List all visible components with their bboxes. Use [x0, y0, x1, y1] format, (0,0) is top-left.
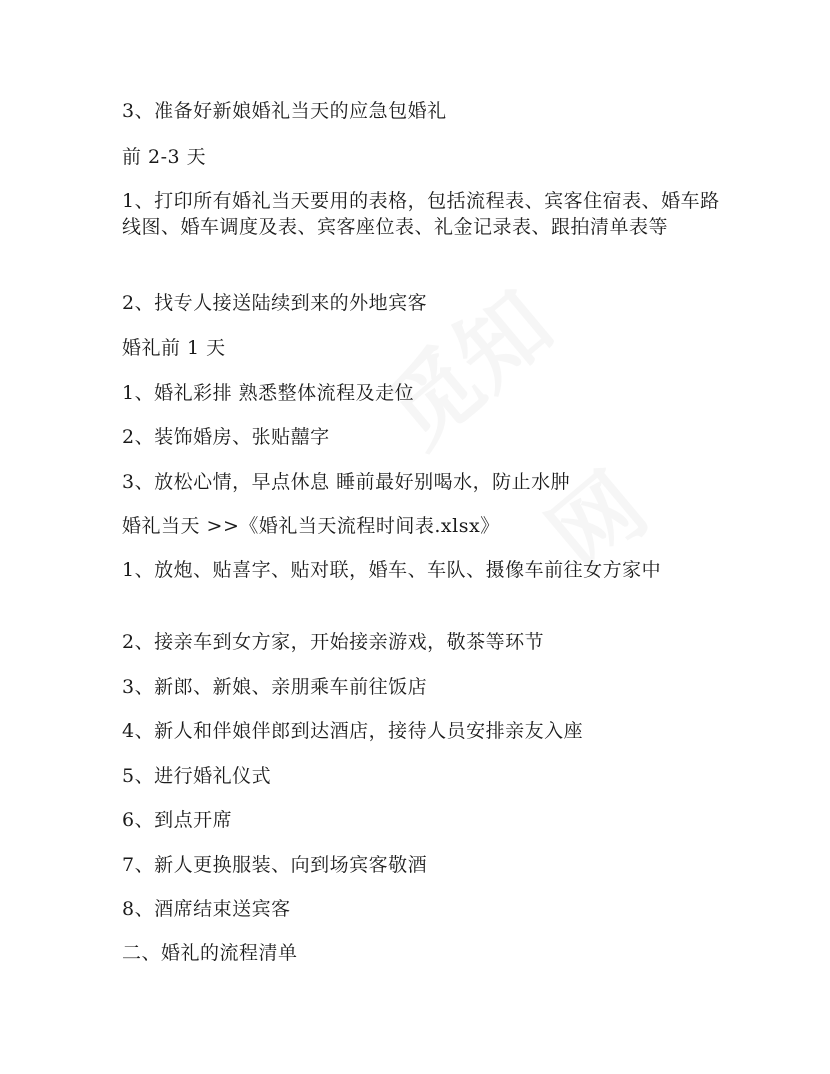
paragraph: 1、打印所有婚礼当天要用的表格，包括流程表、宾客住宿表、婚车路线图、婚车调度及表、宾客座位表、礼金记录表、跟拍清单表等 [122, 190, 720, 238]
paragraph: 8、酒席结束送宾客 [122, 898, 291, 920]
paragraph: 3、准备好新娘婚礼当天的应急包婚礼 [122, 100, 447, 122]
section-heading: 二、婚礼的流程清单 [122, 942, 298, 964]
paragraph: 2、找专人接送陆续到来的外地宾客 [122, 292, 428, 314]
paragraph: 2、装饰婚房、张贴囍字 [122, 426, 330, 448]
section-heading: 婚礼前 1 天 [122, 337, 226, 359]
paragraph: 1、放炮、贴喜字、贴对联，婚车、车队、摄像车前往女方家中 [122, 559, 662, 581]
paragraph: 3、新郎、新娘、亲朋乘车前往饭店 [122, 676, 428, 698]
paragraph: 7、新人更换服装、向到场宾客敬酒 [122, 854, 428, 876]
paragraph: 5、进行婚礼仪式 [122, 765, 272, 787]
section-heading: 前 2-3 天 [122, 146, 207, 168]
section-heading-link: 婚礼当天 >>《婚礼当天流程时间表.xlsx》 [122, 515, 500, 537]
paragraph: 3、放松心情，早点休息 睡前最好别喝水，防止水肿 [122, 471, 571, 493]
paragraph: 2、接亲车到女方家，开始接亲游戏，敬茶等环节 [122, 631, 545, 653]
paragraph: 6、到点开席 [122, 809, 233, 831]
paragraph: 1、婚礼彩排 熟悉整体流程及走位 [122, 382, 415, 404]
paragraph: 4、新人和伴娘伴郎到达酒店，接待人员安排亲友入座 [122, 720, 584, 742]
